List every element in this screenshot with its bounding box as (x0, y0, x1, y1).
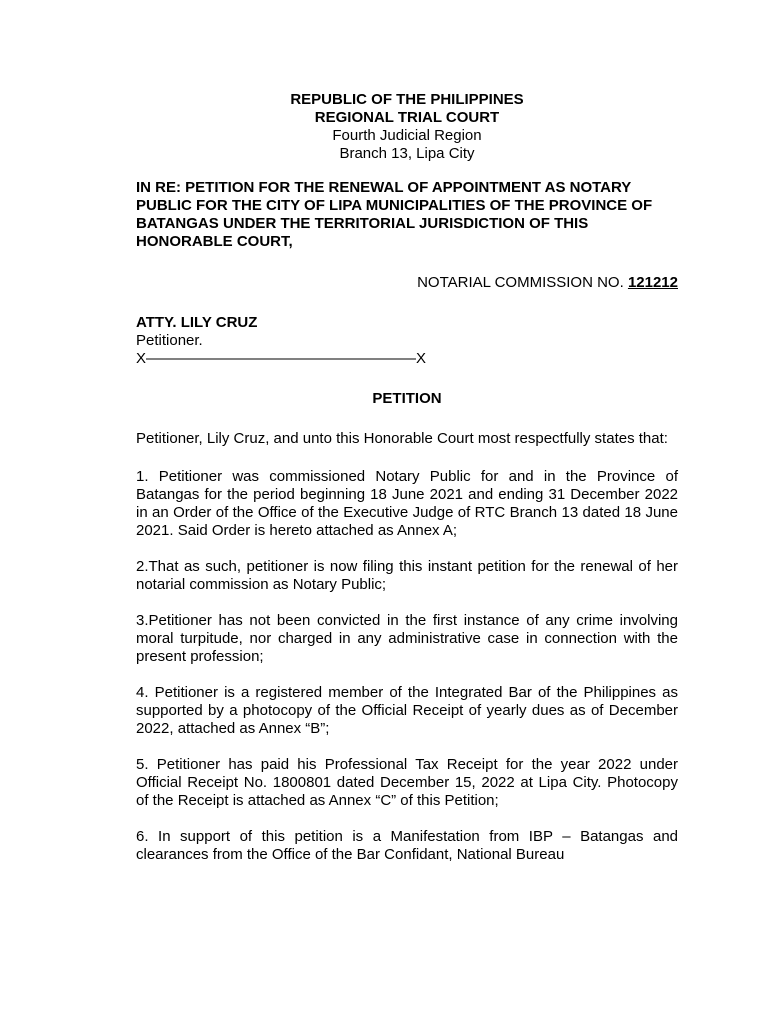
commission-number: 121212 (627, 274, 678, 291)
document-title: PETITION (372, 390, 442, 407)
paragraph-1: 1. Petitioner was commissioned Notary Public for and in the Province of Batangas for the period beginning 18 June 2021 and ending 31 December 2022 in an Order of the Office of the Executive Judge of RTC Branch 13 dated 18 June 2021. Said Order is hereto attached as Annex A; (136, 468, 678, 539)
paragraph-5: 5. Petitioner has paid his Professional Tax Receipt for the year 2022 under Official Receipt No. 1800801 dated December 15, 2022 at Lipa City. Photocopy of the Receipt is attached as Annex “C” of this Petition; (136, 756, 678, 809)
paragraph-2: 2.That as such, petitioner is now filing this instant petition for the renewal of her notarial commission as Notary Public; (136, 558, 678, 593)
header-branch: Branch 13, Lipa City (339, 145, 475, 162)
petitioner-role: Petitioner. (136, 332, 203, 349)
header-court: REGIONAL TRIAL COURT (314, 109, 500, 126)
court-subheader (136, 127, 678, 163)
paragraph-4: 4. Petitioner is a registered member of the Integrated Bar of the Philippines as supported by a photocopy of the Official Receipt of yearly dues as of December 2022, attached as Annex “B”; (136, 684, 678, 737)
header-region: Fourth Judicial Region (332, 127, 482, 144)
in-re-caption: IN RE: PETITION FOR THE RENEWAL OF APPOINTMENT AS NOTARY PUBLIC FOR THE CITY OF LIPA MUNICIPALITIES OF THE PROVINCE OF BATANGAS UNDER THE TERRITORIAL JURISDICTION OF THIS HONORABLE COURT, (136, 179, 653, 250)
document-page (136, 91, 678, 864)
paragraph-6: 6. In support of this petition is a Manifestation from IBP – Batangas and clearances from the Office of the Bar Confidant, National Bureau (136, 828, 678, 863)
court-header (136, 91, 678, 127)
commission-label: NOTARIAL COMMISSION NO. (417, 274, 628, 291)
notarial-commission (136, 274, 678, 292)
caption-divider: X——————————————————X (136, 350, 427, 367)
petitioner-name: ATTY. LILY CRUZ (136, 314, 258, 331)
header-republic: REPUBLIC OF THE PHILIPPINES (290, 91, 524, 108)
intro-paragraph: Petitioner, Lily Cruz, and unto this Honorable Court most respectfully states that: (136, 430, 668, 447)
paragraph-3: 3.Petitioner has not been convicted in the first instance of any crime involving moral turpitude, nor charged in any administrative case in connection with the present profession; (136, 612, 678, 665)
